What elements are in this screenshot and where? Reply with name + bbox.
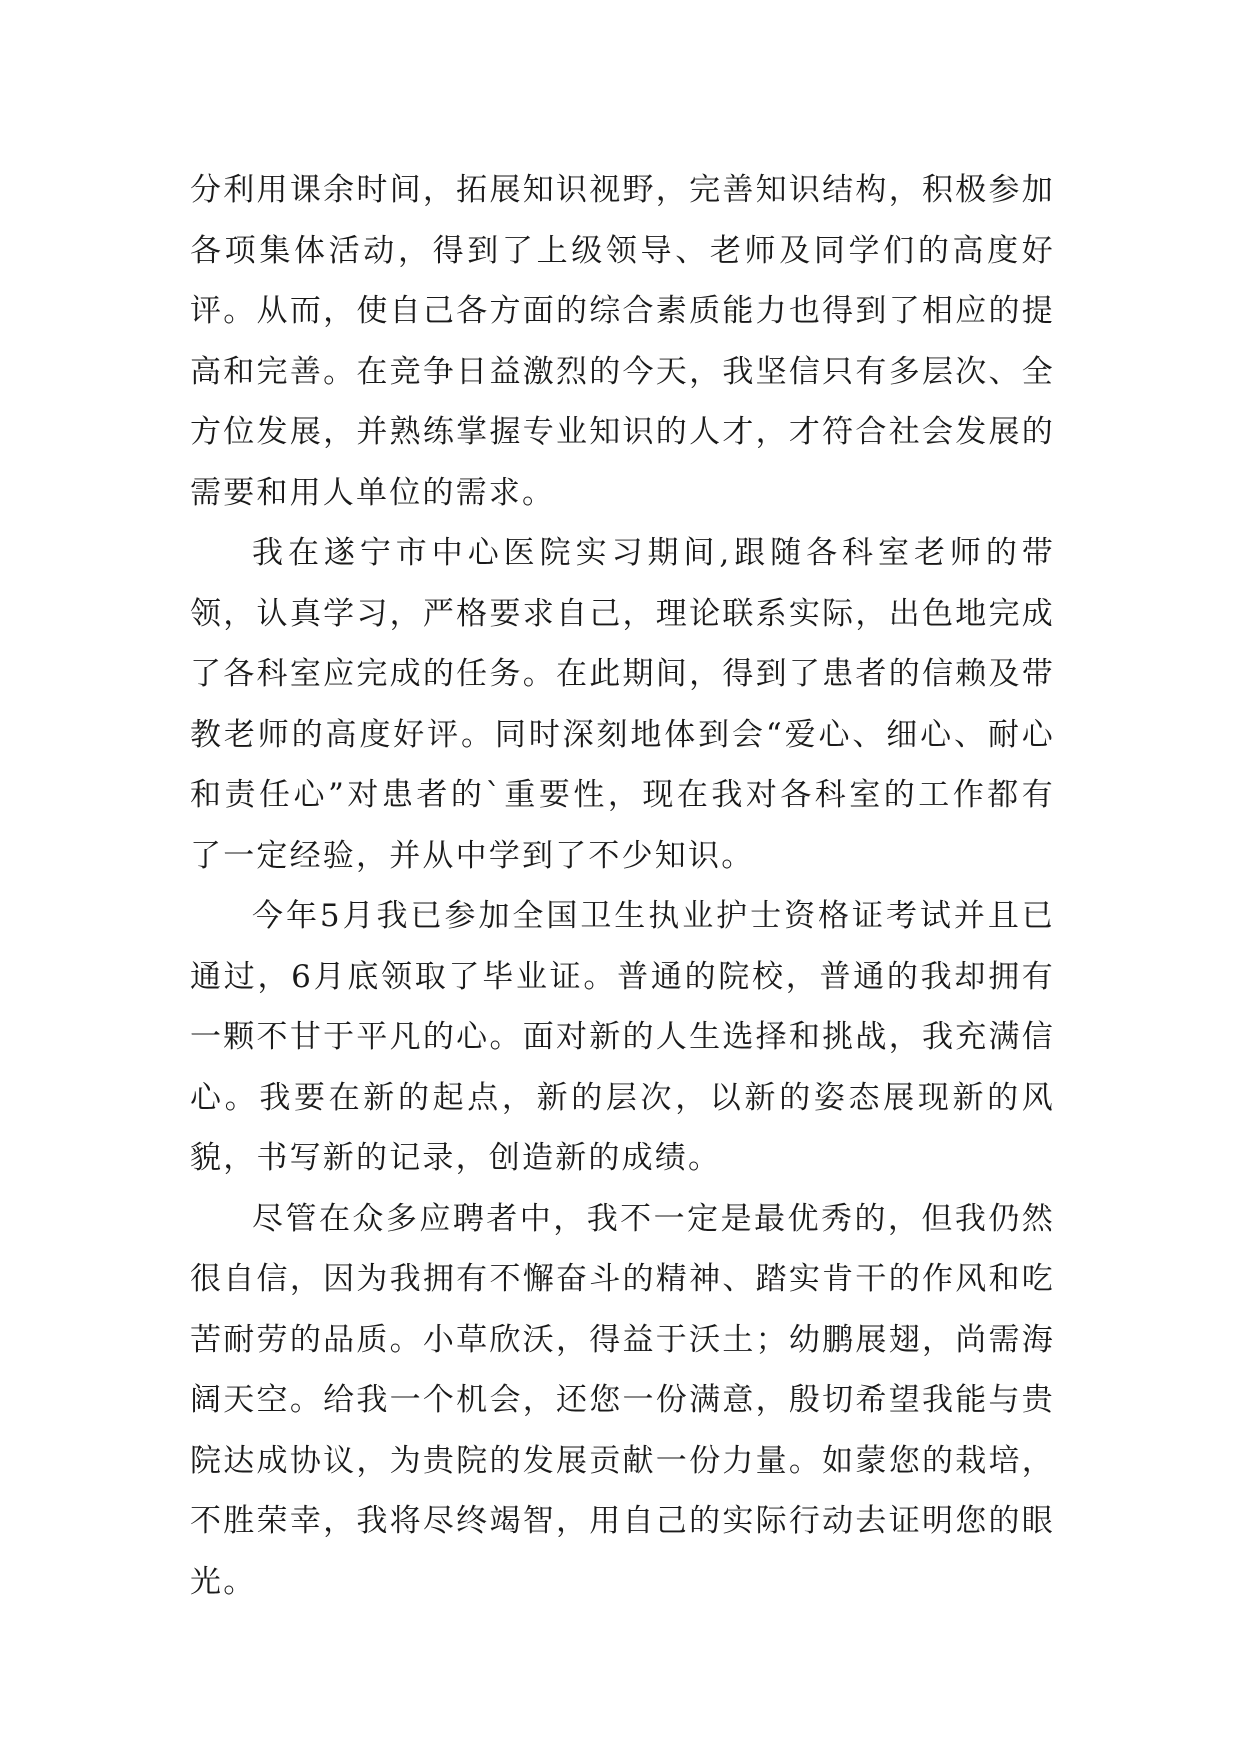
body-text [190, 160, 1055, 1612]
paragraph-3: 今年5月我已参加全国卫生执业护士资格证考试并且已通过，6月底领取了毕业证。普通的院校，普通的我却拥有一颗不甘于平凡的心。面对新的人生选择和挑战，我充满信心。我要在新的起点，新的层次，以新的姿态展现新的风貌，书写新的记录，创造新的成绩。 [190, 898, 1055, 1176]
paragraph-2: 我在遂宁市中心医院实习期间,跟随各科室老师的带领，认真学习，严格要求自己，理论联系实际，出色地完成了各科室应完成的任务。在此期间，得到了患者的信赖及带教老师的高度好评。同时深刻地体到会“爱心、细心、耐心和责任心”对患者的`重要性，现在我对各科室的工作都有了一定经验，并从中学到了不少知识。 [190, 535, 1055, 874]
paragraph-4: 尽管在众多应聘者中，我不一定是最优秀的，但我仍然很自信，因为我拥有不懈奋斗的精神、踏实肯干的作风和吃苦耐劳的品质。小草欣沃，得益于沃土；幼鹏展翅，尚需海阔天空。给我一个机会，还您一份满意，殷切希望我能与贵院达成协议，为贵院的发展贡献一份力量。如蒙您的栽培，不胜荣幸，我将尽终竭智，用自己的实际行动去证明您的眼光。 [190, 1200, 1055, 1600]
paragraph-1: 分利用课余时间，拓展知识视野，完善知识结构，积极参加各项集体活动，得到了上级领导、老师及同学们的高度好评。从而，使自己各方面的综合素质能力也得到了相应的提高和完善。在竞争日益激烈的今天，我坚信只有多层次、全方位发展，并熟练掌握专业知识的人才，才符合社会发展的需要和用人单位的需求。 [190, 172, 1055, 511]
